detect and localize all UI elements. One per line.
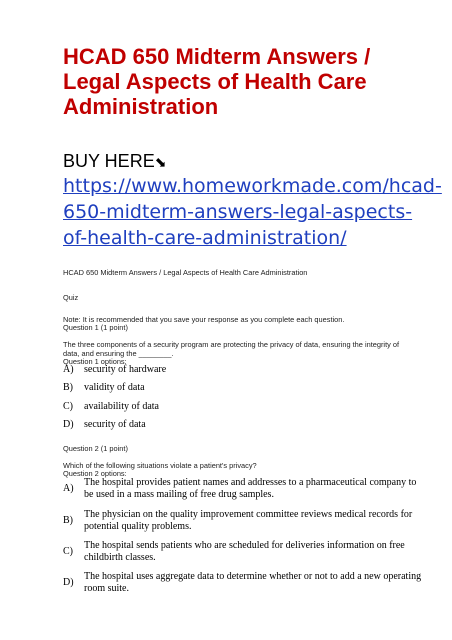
q2-option-c[interactable] (63, 540, 423, 564)
purchase-link[interactable]: https://www.homeworkmade.com/hcad-650-midterm-answers-legal-aspects-of-health-care-administration/ (63, 175, 442, 249)
buy-here-label (63, 150, 166, 173)
q1-option-b[interactable] (63, 382, 423, 394)
q2-option-b[interactable] (63, 509, 423, 533)
option-letter: B) (63, 515, 73, 526)
document-title: HCAD 650 Midterm Answers / Legal Aspects of Health Care Administration (63, 44, 371, 119)
q1-option-a[interactable] (63, 364, 423, 376)
option-text: The hospital uses aggregate data to determine whether or not to add a new operating room suite. (84, 571, 422, 594)
q1-option-d[interactable] (63, 419, 423, 431)
question-2-options-label: Question 2 options: (63, 469, 127, 478)
option-letter: B) (63, 382, 73, 393)
option-text: security of hardware (84, 364, 167, 375)
doc-subtitle: HCAD 650 Midterm Answers / Legal Aspects of Health Care Administration (63, 268, 308, 277)
option-text: The hospital sends patients who are scheduled for deliveries information on free childbirth classes. (84, 540, 405, 563)
quiz-label: Quiz (63, 293, 79, 302)
buy-here-text: BUY HERE (63, 151, 155, 171)
option-letter: D) (63, 577, 74, 588)
question-2-heading: Question 2 (1 point) (63, 444, 128, 453)
option-text: availability of data (84, 401, 159, 412)
arrow-down-right-icon: ⬊ (154, 154, 167, 170)
option-letter: C) (63, 401, 73, 412)
option-text: The hospital provides patient names and addresses to a pharmaceutical company to be used in a mass mailing of free drug samples. (84, 477, 417, 500)
option-letter: D) (63, 419, 74, 430)
option-text: The physician on the quality improvement committee reviews medical records for potential quality problems. (84, 509, 413, 532)
q1-option-c[interactable] (63, 401, 423, 413)
question-1-text: The three components of a security program are protecting the privacy of data, ensuring the integrity of data, and ensuring the ________. (63, 340, 400, 358)
question-1-options-label: Question 1 options: (63, 357, 127, 366)
option-text: security of data (84, 419, 146, 430)
q2-option-a[interactable] (63, 477, 423, 501)
option-text: validity of data (84, 382, 145, 393)
option-letter: A) (63, 483, 74, 494)
question-1-heading: Question 1 (1 point) (63, 323, 128, 332)
question-2-text: Which of the following situations violate a patient's privacy? (63, 461, 257, 470)
option-letter: C) (63, 546, 73, 557)
quiz-note: Note: It is recommended that you save your response as you complete each question. (63, 315, 345, 324)
q2-option-d[interactable] (63, 571, 423, 595)
option-letter: A) (63, 364, 74, 375)
